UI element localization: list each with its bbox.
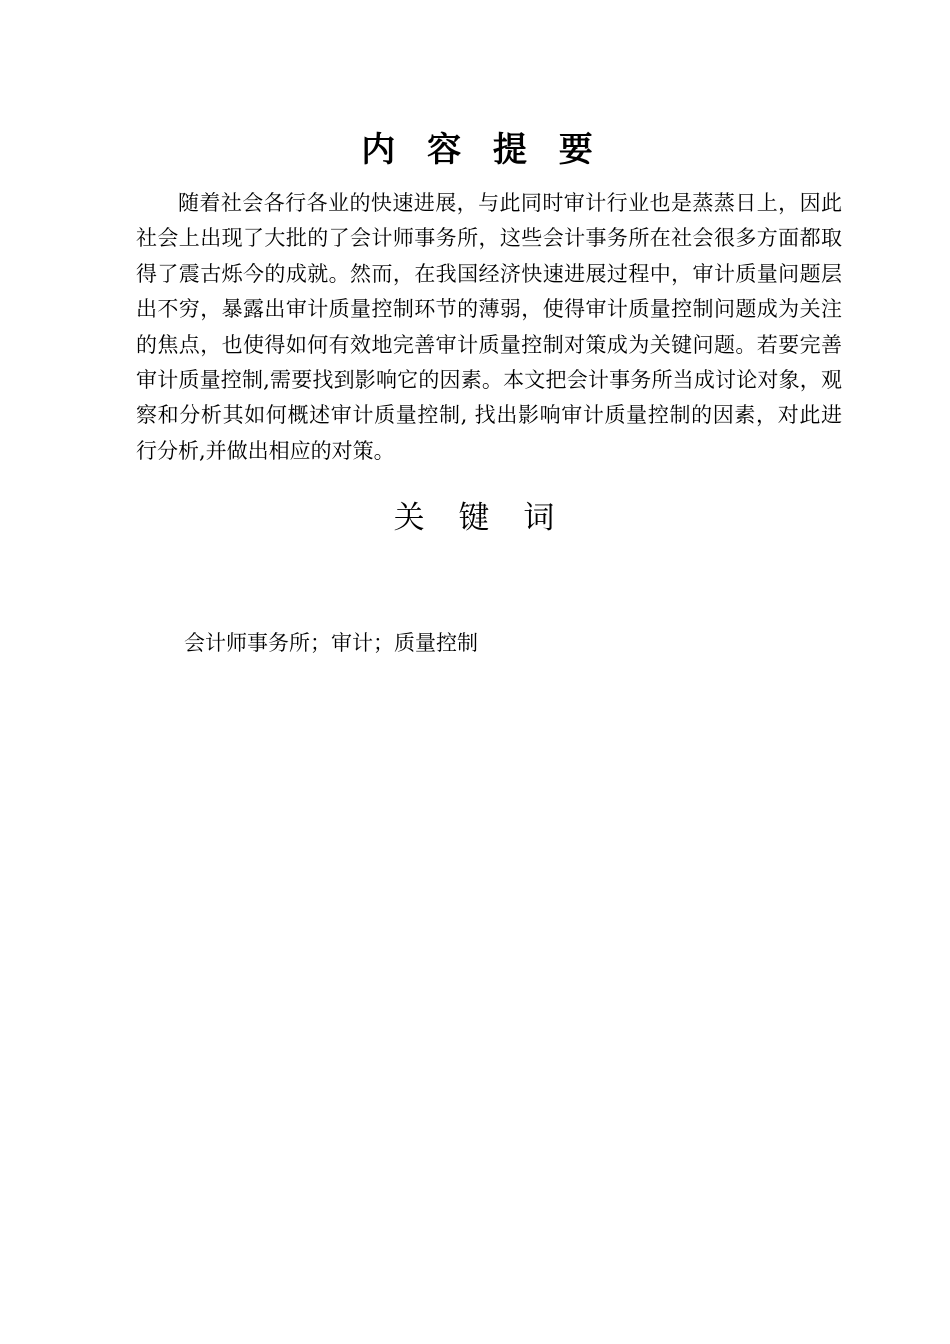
abstract-paragraph: 随着社会各行各业的快速进展，与此同时审计行业也是蒸蒸日上，因此社会上出现了大批的了会计师事务所，这些会计事务所在社会很多方面都取得了震古烁今的成就。然而，在我国经济快速进展过程中，审计质量问题层出不穷，暴露出审计质量控制环节的薄弱，使得审计质量控制问题成为关注的焦点，也使得如何有效地完善审计质量控制对策成为关键问题。若要完善审计质量控制,需要找到影响它的因素。本文把会计事务所当成讨论对象，观察和分析其如何概述审计质量控制, 找出影响审计质量控制的因素，对此进行分析,并做出相应的对策。 <box>136 191 842 463</box>
keywords-list: 会计师事务所；审计；质量控制 <box>184 631 478 655</box>
abstract-title: 内 容 提 要 <box>361 130 603 170</box>
keywords-title: 关 键 词 <box>393 500 567 536</box>
